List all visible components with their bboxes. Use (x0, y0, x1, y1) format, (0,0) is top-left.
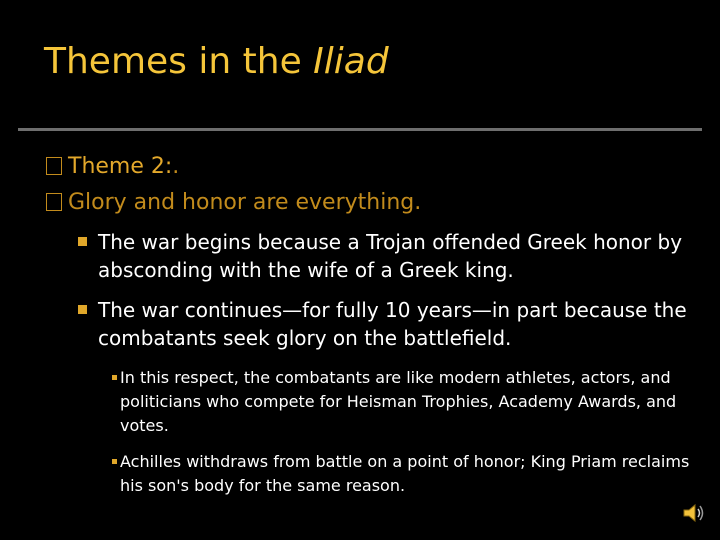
slide-heading: Glory and honor are everything (68, 190, 415, 215)
theme-label: Theme 2: (68, 154, 173, 179)
speaker-icon[interactable] (682, 502, 706, 524)
missing-glyph-icon (46, 193, 62, 211)
missing-glyph-icon (46, 157, 62, 175)
title-italic: Iliad (313, 41, 389, 82)
small-square-bullet-icon (112, 375, 117, 380)
square-bullet-icon (78, 237, 87, 246)
sub-bullet-text: Achilles withdraws from battle on a point of honor; King Priam reclaims his son's body for the same reason. (120, 452, 690, 495)
bullet-text: The war begins because a Trojan offended Greek honor by absconding with the wife of a Greek king. (98, 230, 683, 282)
sub-bullet-item (112, 366, 692, 438)
title-divider (18, 128, 702, 131)
heading-trail: . (414, 190, 422, 215)
theme-line (46, 153, 179, 181)
small-square-bullet-icon (112, 459, 117, 464)
bullet-text: The war continues—for fully 10 years—in part because the combatants seek glory on the battlefield. (98, 298, 687, 350)
sub-bullet-text: In this respect, the combatants are like modern athletes, actors, and politicians who compete for Heisman Trophies, Academy Awards, and votes. (120, 368, 677, 435)
title-text: Themes in the (44, 41, 314, 82)
square-bullet-icon (78, 305, 87, 314)
slide-title (44, 40, 389, 84)
bullet-item (78, 228, 698, 284)
bullet-item (78, 296, 698, 352)
heading-line (46, 189, 421, 217)
sub-bullet-item (112, 450, 692, 498)
theme-trail: . (172, 154, 180, 179)
